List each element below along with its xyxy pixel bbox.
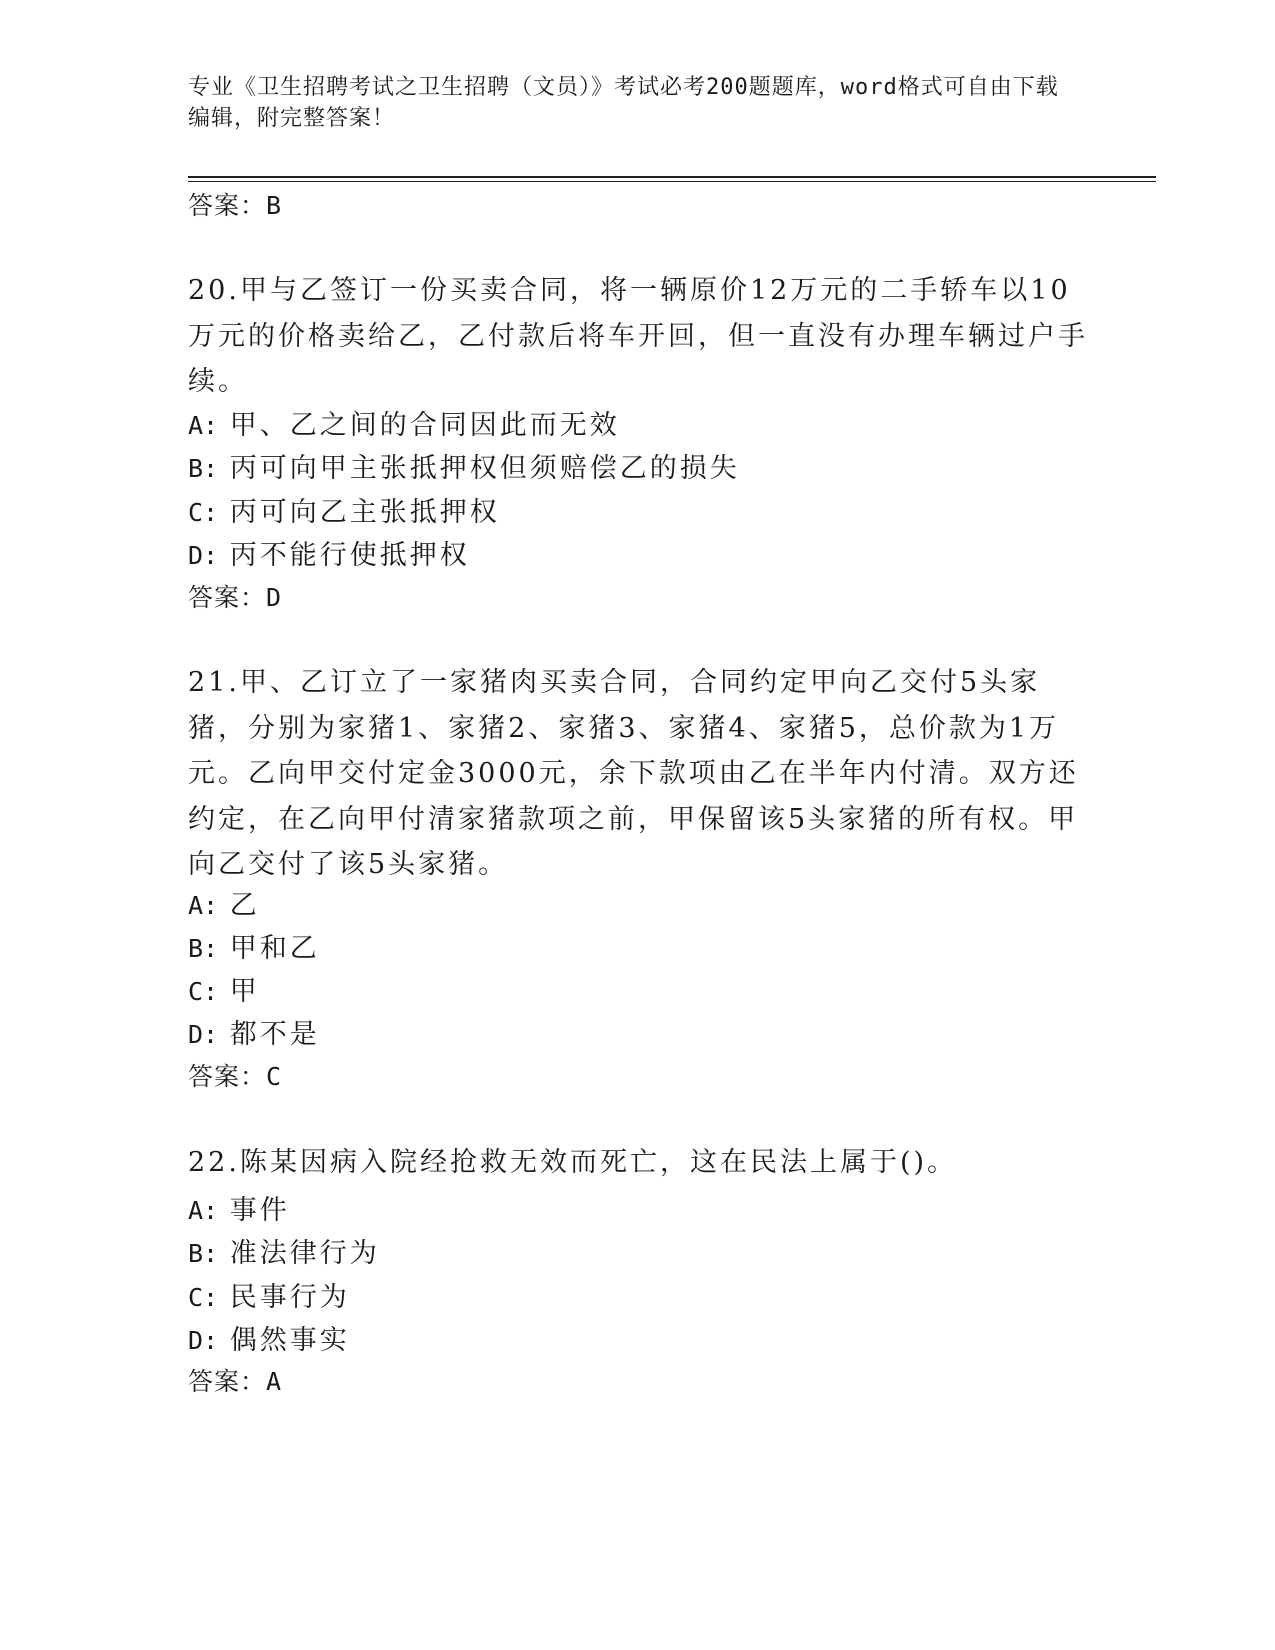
option-a — [188, 403, 620, 442]
document-header: 专业《卫生招聘考试之卫生招聘（文员）》考试必考200题题库，word格式可自由下载编辑，附完整答案！ — [188, 75, 1059, 131]
option-letter: A: — [188, 1196, 219, 1225]
option-letter: B: — [188, 1239, 219, 1268]
option-a — [188, 883, 260, 922]
option-letter: A: — [188, 411, 219, 440]
option-b — [188, 446, 740, 485]
option-d — [188, 533, 470, 572]
answer-label: 答案：B — [188, 191, 283, 220]
option-c — [188, 969, 260, 1008]
header-divider-thick — [188, 176, 1156, 178]
question-text: 22.陈某因病入院经抢救无效而死亡，这在民法上属于()。 — [188, 1147, 958, 1178]
option-letter: D: — [188, 1326, 219, 1355]
option-letter: C: — [188, 1283, 219, 1312]
question-text: 21.甲、乙订立了一家猪肉买卖合同，合同约定甲向乙交付5头家猪，分别为家猪1、家猪2、家猪3、家猪4、家猪5，总价款为1万元。乙向甲交付定金3000元，余下款项由乙在半年内付清。双方还约定，在乙向甲付清家猪款项之前，甲保留该5头家猪的所有权。甲向乙交付了该5头家猪。 — [188, 667, 1079, 880]
answer-label: 答案：A — [188, 1367, 283, 1396]
option-text: 准法律行为 — [229, 1238, 380, 1269]
answer-label: 答案：C — [188, 1062, 283, 1091]
option-text: 甲、乙之间的合同因此而无效 — [229, 410, 620, 441]
option-letter: B: — [188, 454, 219, 483]
option-c — [188, 490, 500, 529]
option-text: 丙可向乙主张抵押权 — [229, 497, 500, 528]
option-letter: A: — [188, 891, 219, 920]
option-text: 偶然事实 — [229, 1325, 350, 1356]
option-b — [188, 1231, 380, 1270]
option-text: 乙 — [229, 890, 260, 921]
option-d — [188, 1012, 320, 1051]
option-d — [188, 1318, 350, 1357]
option-text: 甲 — [229, 976, 260, 1007]
option-text: 都不是 — [229, 1019, 320, 1050]
option-text: 民事行为 — [229, 1282, 350, 1313]
option-b — [188, 926, 320, 965]
question-text: 20.甲与乙签订一份买卖合同，将一辆原价12万元的二手轿车以10万元的价格卖给乙，乙付款后将车开回，但一直没有办理车辆过户手续。 — [188, 275, 1088, 397]
option-letter: D: — [188, 1020, 219, 1049]
option-text: 甲和乙 — [229, 933, 320, 964]
option-text: 丙不能行使抵押权 — [229, 540, 470, 571]
option-text: 事件 — [229, 1195, 290, 1226]
option-letter: C: — [188, 977, 219, 1006]
answer-label: 答案：D — [188, 583, 283, 612]
option-letter: B: — [188, 934, 219, 963]
option-letter: C: — [188, 498, 219, 527]
option-letter: D: — [188, 541, 219, 570]
header-divider-thin — [188, 181, 1156, 182]
option-a — [188, 1188, 290, 1227]
option-text: 丙可向甲主张抵押权但须赔偿乙的损失 — [229, 453, 740, 484]
option-c — [188, 1275, 350, 1314]
